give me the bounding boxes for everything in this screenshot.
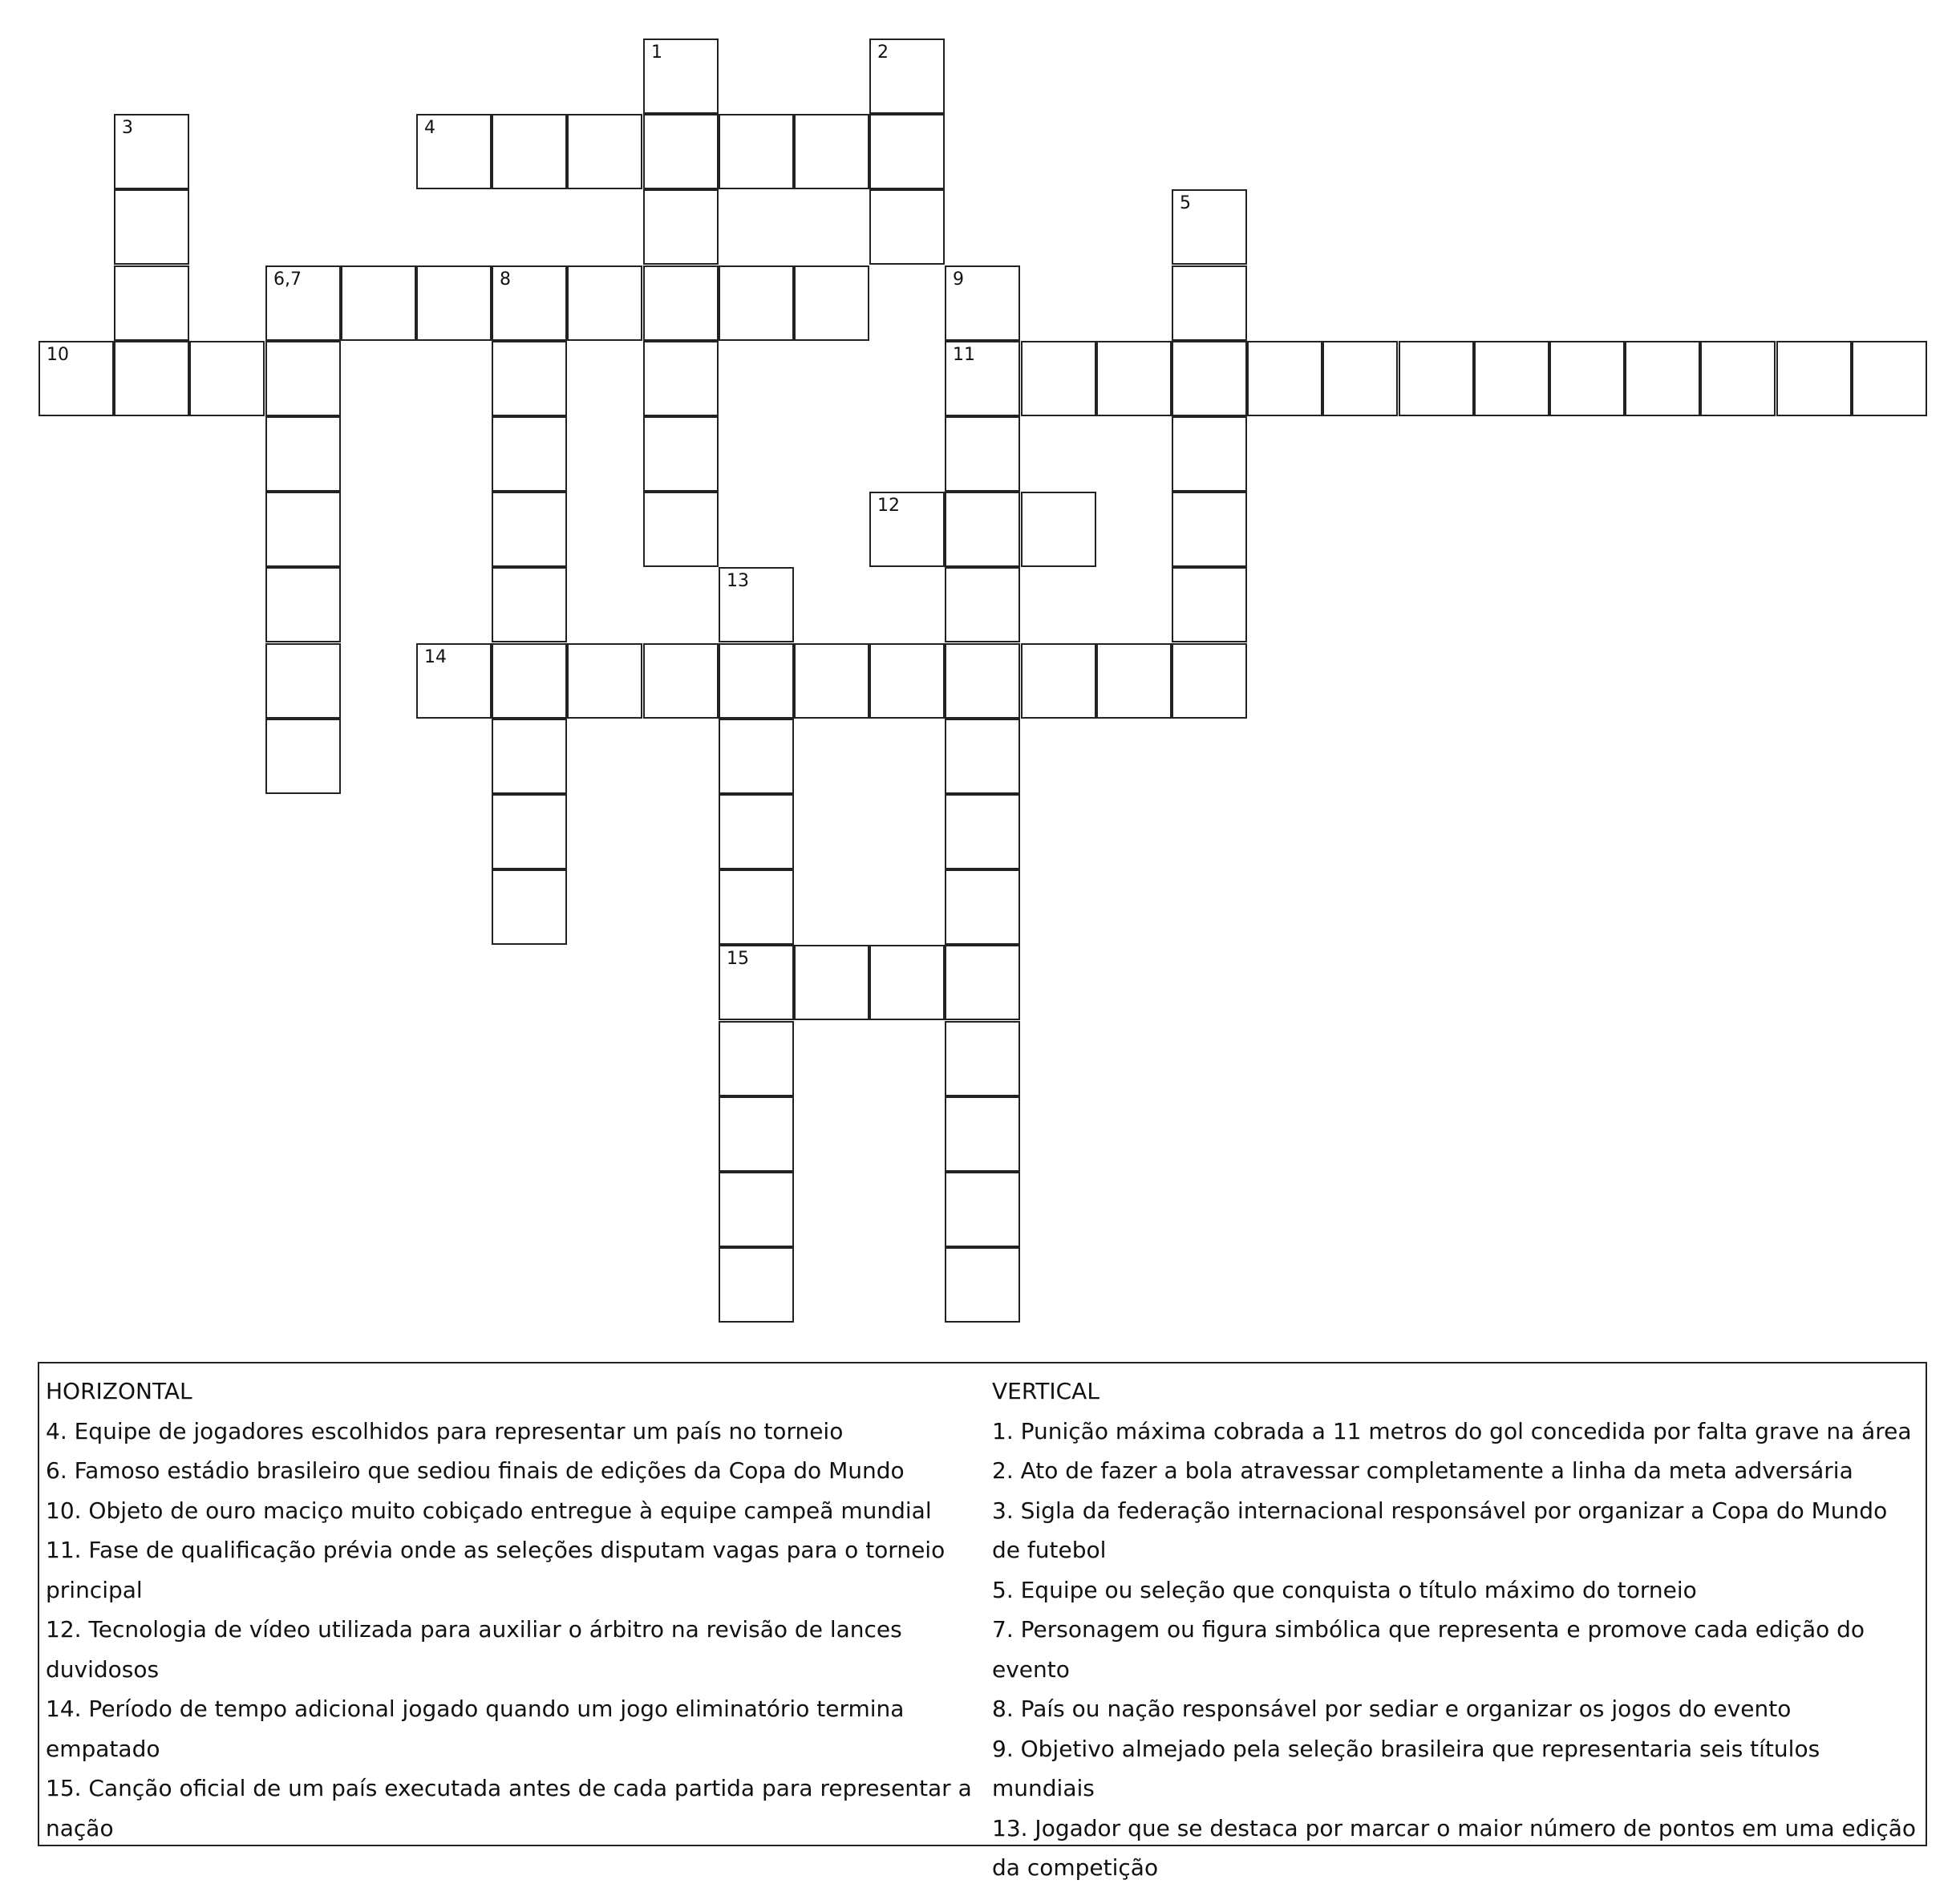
grid-cell[interactable] <box>945 492 1020 567</box>
grid-cell[interactable] <box>719 1021 794 1096</box>
grid-cell[interactable] <box>1021 492 1096 567</box>
grid-cell[interactable] <box>794 265 869 341</box>
grid-cell[interactable] <box>945 1021 1020 1096</box>
grid-cell[interactable] <box>945 869 1020 945</box>
grid-cell[interactable] <box>492 492 567 567</box>
grid-cell[interactable] <box>945 416 1020 492</box>
grid-cell[interactable] <box>869 492 945 567</box>
grid-cell[interactable] <box>416 114 492 189</box>
vertical-heading: VERTICAL <box>992 1378 1099 1404</box>
grid-cell[interactable] <box>719 114 794 189</box>
grid-cell[interactable] <box>492 643 567 719</box>
grid-cell[interactable] <box>265 492 341 567</box>
clue-down-2: 2. Ato de fazer a bola atravessar completamente a linha da meta adversária <box>992 1457 1853 1484</box>
clue-down-13: 13. Jogador que se destaca por marcar o maior número de pontos em uma edição da competição <box>992 1814 1917 1881</box>
grid-cell[interactable] <box>492 114 567 189</box>
grid-cell[interactable] <box>794 114 869 189</box>
clues-box <box>38 1362 1927 1881</box>
grid-cell[interactable] <box>341 265 416 341</box>
grid-cell[interactable] <box>945 1172 1020 1247</box>
clue-number: 9 <box>953 269 964 290</box>
grid-cell[interactable] <box>416 643 492 719</box>
grid-cell[interactable] <box>719 567 794 642</box>
grid-cell[interactable] <box>643 416 719 492</box>
grid-cell[interactable] <box>1172 416 1247 492</box>
grid-cell[interactable] <box>1625 341 1700 416</box>
grid-cell[interactable] <box>1549 341 1625 416</box>
grid-cell[interactable] <box>265 341 341 416</box>
grid-cell[interactable] <box>869 114 945 189</box>
grid-cell[interactable] <box>1852 341 1927 416</box>
grid-cell[interactable] <box>492 794 567 869</box>
grid-cell[interactable] <box>1172 265 1247 341</box>
grid-cell[interactable] <box>1776 341 1852 416</box>
grid-cell[interactable] <box>265 416 341 492</box>
grid-cell[interactable] <box>265 265 341 341</box>
grid-cell[interactable] <box>643 114 719 189</box>
grid-cell[interactable] <box>719 1247 794 1323</box>
grid-cell[interactable] <box>945 1247 1020 1323</box>
horizontal-heading: HORIZONTAL <box>46 1378 192 1404</box>
clue-across-14: 14. Período de tempo adicional jogado quando um jogo eliminatório termina empatado <box>46 1696 905 1762</box>
grid-cell[interactable] <box>945 643 1020 719</box>
grid-cell[interactable] <box>719 265 794 341</box>
grid-cell[interactable] <box>643 38 719 114</box>
grid-cell[interactable] <box>1399 341 1474 416</box>
grid-cell[interactable] <box>492 567 567 642</box>
grid-cell[interactable] <box>492 719 567 794</box>
clue-number: 14 <box>424 647 447 667</box>
grid-cell[interactable] <box>643 189 719 265</box>
clue-down-9: 9. Objetivo almejado pela seleção brasileira que representaria seis títulos mundiais <box>992 1735 1820 1801</box>
horizontal-clues <box>46 1371 984 1848</box>
grid-cell[interactable] <box>945 567 1020 642</box>
grid-cell[interactable] <box>567 114 642 189</box>
grid-cell[interactable] <box>1700 341 1776 416</box>
grid-cell[interactable] <box>492 341 567 416</box>
grid-cell[interactable] <box>794 945 869 1020</box>
clue-down-1: 1. Punição máxima cobrada a 11 metros do gol concedida por falta grave na área <box>992 1417 1912 1444</box>
grid-cell[interactable] <box>719 643 794 719</box>
clue-down-5: 5. Equipe ou seleção que conquista o título máximo do torneio <box>992 1576 1697 1603</box>
clue-number: 13 <box>727 571 749 591</box>
grid-cell[interactable] <box>114 341 189 416</box>
grid-cell[interactable] <box>945 719 1020 794</box>
grid-cell[interactable] <box>38 341 114 416</box>
grid-cell[interactable] <box>945 794 1020 869</box>
grid-cell[interactable] <box>492 869 567 945</box>
clue-across-15: 15. Canção oficial de um país executada antes de cada partida para representar a nação <box>46 1775 972 1841</box>
grid-cell[interactable] <box>492 265 567 341</box>
clue-number: 15 <box>727 949 749 969</box>
grid-cell[interactable] <box>945 341 1020 416</box>
grid-cell[interactable] <box>567 265 642 341</box>
grid-cell[interactable] <box>1096 341 1172 416</box>
grid-cell[interactable] <box>869 38 945 114</box>
grid-cell[interactable] <box>869 189 945 265</box>
grid-cell[interactable] <box>265 719 341 794</box>
grid-cell[interactable] <box>719 794 794 869</box>
clue-number: 5 <box>1180 193 1191 213</box>
grid-cell[interactable] <box>869 945 945 1020</box>
grid-cell[interactable] <box>265 643 341 719</box>
grid-cell[interactable] <box>189 341 265 416</box>
grid-cell[interactable] <box>869 643 945 719</box>
grid-cell[interactable] <box>492 416 567 492</box>
grid-cell[interactable] <box>945 1096 1020 1172</box>
clue-across-12: 12. Tecnologia de vídeo utilizada para auxiliar o árbitro na revisão de lances duvidosos <box>46 1616 902 1683</box>
grid-cell[interactable] <box>416 265 492 341</box>
clue-number: 1 <box>651 43 662 63</box>
grid-cell[interactable] <box>1322 341 1398 416</box>
grid-cell[interactable] <box>719 1096 794 1172</box>
clue-across-6: 6. Famoso estádio brasileiro que sediou finais de edições da Copa do Mundo <box>46 1457 905 1484</box>
grid-cell[interactable] <box>114 114 189 189</box>
grid-cell[interactable] <box>794 643 869 719</box>
clue-down-3: 3. Sigla da federação internacional responsável por organizar a Copa do Mundo de futebol <box>992 1497 1888 1563</box>
grid-cell[interactable] <box>643 265 719 341</box>
grid-cell[interactable] <box>1021 643 1096 719</box>
clue-number: 3 <box>122 118 133 138</box>
grid-cell[interactable] <box>265 567 341 642</box>
grid-cell[interactable] <box>643 643 719 719</box>
grid-cell[interactable] <box>945 265 1020 341</box>
grid-cell[interactable] <box>114 189 189 265</box>
grid-cell[interactable] <box>567 643 642 719</box>
grid-cell[interactable] <box>719 719 794 794</box>
grid-cell[interactable] <box>719 1172 794 1247</box>
vertical-clues <box>992 1371 1922 1888</box>
clue-across-11: 11. Fase de qualificação prévia onde as seleções disputam vagas para o torneio principal <box>46 1537 946 1603</box>
clue-number: 2 <box>877 43 889 63</box>
grid-cell[interactable] <box>114 265 189 341</box>
clue-across-10: 10. Objeto de ouro maciço muito cobiçado entregue à equipe campeã mundial <box>46 1497 932 1524</box>
clue-number: 8 <box>500 269 511 290</box>
clue-number: 11 <box>953 345 975 365</box>
clue-down-8: 8. País ou nação responsável por sediar e organizar os jogos do evento <box>992 1696 1792 1722</box>
grid-cell[interactable] <box>1172 643 1247 719</box>
clue-number: 10 <box>47 345 69 365</box>
grid-cell[interactable] <box>1172 189 1247 265</box>
clue-down-7: 7. Personagem ou figura simbólica que representa e promove cada edição do evento <box>992 1616 1865 1683</box>
grid-cell[interactable] <box>1021 341 1096 416</box>
grid-cell[interactable] <box>643 492 719 567</box>
grid-cell[interactable] <box>1096 643 1172 719</box>
clue-across-4: 4. Equipe de jogadores escolhidos para representar um país no torneio <box>46 1417 844 1444</box>
grid-cell[interactable] <box>719 869 794 945</box>
grid-cell[interactable] <box>1172 567 1247 642</box>
grid-cell[interactable] <box>1474 341 1549 416</box>
grid-cell[interactable] <box>945 945 1020 1020</box>
grid-cell[interactable] <box>1172 341 1247 416</box>
clue-number: 6,7 <box>273 269 302 290</box>
grid-cell[interactable] <box>719 945 794 1020</box>
grid-cell[interactable] <box>1172 492 1247 567</box>
grid-cell[interactable] <box>643 341 719 416</box>
clue-number: 4 <box>424 118 435 138</box>
clue-number: 12 <box>877 496 900 516</box>
grid-cell[interactable] <box>1247 341 1322 416</box>
